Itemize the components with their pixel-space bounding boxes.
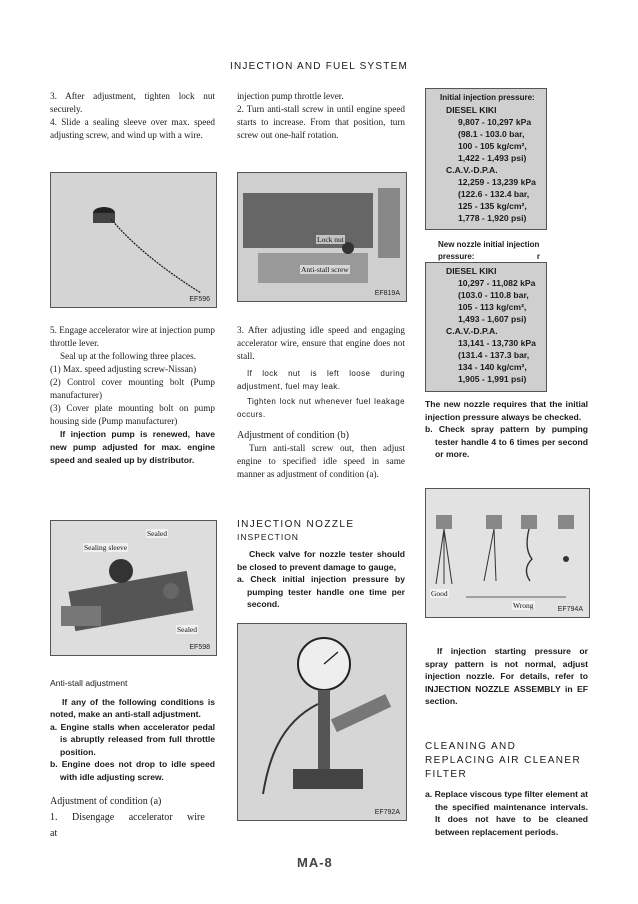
figure-tag: EF596 [189,296,210,303]
seal-item-1: (1) Max. speed adjusting screw-Nissan) [50,364,197,374]
new-line-4: 1,493 - 1,607 psi) [458,314,527,324]
check-initial-pressure: a. Check initial injection pressure by pumping tester handle one time per second. [237,574,405,609]
initial-line-7: (122.6 - 132.4 bar, [458,189,530,199]
figure-drawing [238,624,406,820]
initial-line-0: DIESEL KIKI [446,105,497,115]
initial-pressure-title: Initial injection pressure: [440,93,535,102]
new-nozzle-title: New nozzle initial injection pressure: [438,240,540,261]
replace-filter-text: a. Replace viscous type filter element at the specified maintenance intervals. It does not have to be cleaned between replacement periods. [425,789,588,837]
disengage-step: 1. Disengage accelerator wire at [50,812,205,839]
figure-anti-stall-screw [237,172,407,302]
column-3-block-3 [425,740,588,838]
condition-b-text: Turn anti-stall screw out, then adjust engine to specified idle speed in same manner as adjustment of condition (a). [237,443,405,479]
figure-drawing [51,173,216,307]
column-2-block-2 [237,324,405,481]
new-line-2: (103.0 - 110.8 bar, [458,290,529,300]
label-sealing-sleeve: Sealing sleeve [84,543,128,552]
column-1-block-3 [50,677,215,783]
pump-renewed-note: If injection pump is renewed, have new pump adjusted for max. engine speed and sealed up by distributor. [50,429,215,465]
new-line-7: (131.4 - 137.3 bar, [458,350,530,360]
page-header: INJECTION AND FUEL SYSTEM [230,61,408,72]
new-line-9: 1,905 - 1,991 psi) [458,374,527,384]
condition-a: a. Engine stalls when accelerator pedal is abruptly released from full throttle position. [50,721,215,757]
tighten-caution: Tighten lock nut whenever fuel leakage occurs. [237,397,405,419]
figure-sealing-sleeve-wire [50,172,217,308]
figure-tag: EF598 [189,644,210,651]
initial-line-2: (98.1 - 103.0 bar, [458,129,525,139]
step-5-text: 5. Engage accelerator wire at injection pump throttle lever. [50,325,215,348]
figure-tag: EF792A [374,809,400,816]
anti-stall-heading: Anti-stall adjustment [50,678,128,688]
initial-line-5: C.A.V.-D.P.A. [446,165,498,175]
step-3-idle-text: 3. After adjusting idle speed and engaging accelerator wire, ensure that engine does not stall. [237,325,405,361]
column-1-block-2 [50,324,215,467]
injection-nozzle-heading: INJECTION NOZZLE [237,519,355,530]
condition-b: b. Engine does not drop to idle speed with idle adjusting screw. [50,759,215,782]
page-number: MA-8 [297,855,333,870]
column-2-block-3 [237,518,405,611]
lock-nut-caution: If lock nut is left loose during adjustment, fuel may leak. [237,369,405,391]
figure-tag: EF794A [557,606,583,613]
initial-line-6: 12,259 - 13,239 kPa [458,177,536,187]
check-valve-note: Check valve for nozzle tester should be closed to prevent damage to gauge, [237,549,405,572]
seal-item-2: (2) Control cover mounting bolt (Pump manufacturer) [50,377,215,400]
column-3-block-2 [425,645,588,708]
new-line-3: 105 - 113 kg/cm², [458,302,527,312]
new-line-5: C.A.V.-D.P.A. [446,326,498,336]
new-nozzle-title-block [438,239,546,263]
label-anti-stall-screw: Anti-stall screw [301,265,349,274]
label-sealed-bottom: Sealed [177,625,197,634]
new-nozzle-title-r: r [536,252,540,261]
initial-line-8: 125 - 135 kg/cm², [458,201,527,211]
new-line-0: DIESEL KIKI [446,266,497,276]
figure-drawing [426,489,589,617]
anti-stall-intro: If any of the following conditions is noted, make an anti-stall adjustment. [50,696,215,719]
adjust-condition-a-heading: Adjustment of condition (a) [50,796,162,807]
label-sealed-top: Sealed [147,529,167,538]
abnormal-pressure-note: If injection starting pressure or spray pattern is not normal, adjust injection nozzle. For details, refer to INJECTION NOZZLE ASSEMBLY in EF section. [425,646,588,706]
label-lock-nut: Lock nut [317,235,344,244]
column-1-block-4 [50,794,215,842]
column-3-block-1 [425,398,588,461]
new-nozzle-check-text: The new nozzle requires that the initial injection pressure always be checked. [425,399,588,422]
initial-line-9: 1,778 - 1,920 psi) [458,213,527,223]
label-wrong: Wrong [513,601,534,610]
new-line-8: 134 - 140 kg/cm², [458,362,527,372]
figure-nozzle-tester [237,623,407,821]
column-2 [237,90,405,142]
check-spray-pattern: b. Check spray pattern by pumping tester handle 4 to 6 times per second or more. [425,424,588,459]
initial-line-3: 100 - 105 kg/cm², [458,141,527,151]
air-cleaner-heading: CLEANING AND REPLACING AIR CLEANER FILTER [425,741,582,780]
step-4-text: 4. Slide a sealing sleeve over max. speed adjusting screw, and wind up with a wire. [50,117,215,140]
step-3-text: 3. After adjustment, tighten lock nut securely. [50,91,215,114]
figure-sealed-pump [50,520,217,656]
continued-text: injection pump throttle lever. [237,91,344,101]
inspection-heading: INSPECTION [237,532,299,542]
label-good: Good [431,589,448,598]
figure-tag: EF819A [374,290,400,297]
new-pressure-box [425,262,547,392]
seal-intro-text: Seal up at the following three places. [60,351,196,361]
initial-line-1: 9,807 - 10,297 kPa [458,117,532,127]
new-line-6: 13,141 - 13,730 kPa [458,338,536,348]
step-2-text: 2. Turn anti-stall screw in until engine speed starts to increase. From that position, turn screw out one-half rotation. [237,104,405,140]
new-line-1: 10,297 - 11,082 kPa [458,278,536,288]
initial-line-4: 1,422 - 1,493 psi) [458,153,527,163]
column-1 [50,90,215,142]
adjust-condition-b-heading: Adjustment of condition (b) [237,430,349,441]
initial-pressure-box [425,88,547,230]
seal-item-3: (3) Cover plate mounting bolt on pump housing side (Pump manufacturer) [50,403,215,426]
figure-drawing [51,521,216,655]
figure-spray-pattern [425,488,590,618]
